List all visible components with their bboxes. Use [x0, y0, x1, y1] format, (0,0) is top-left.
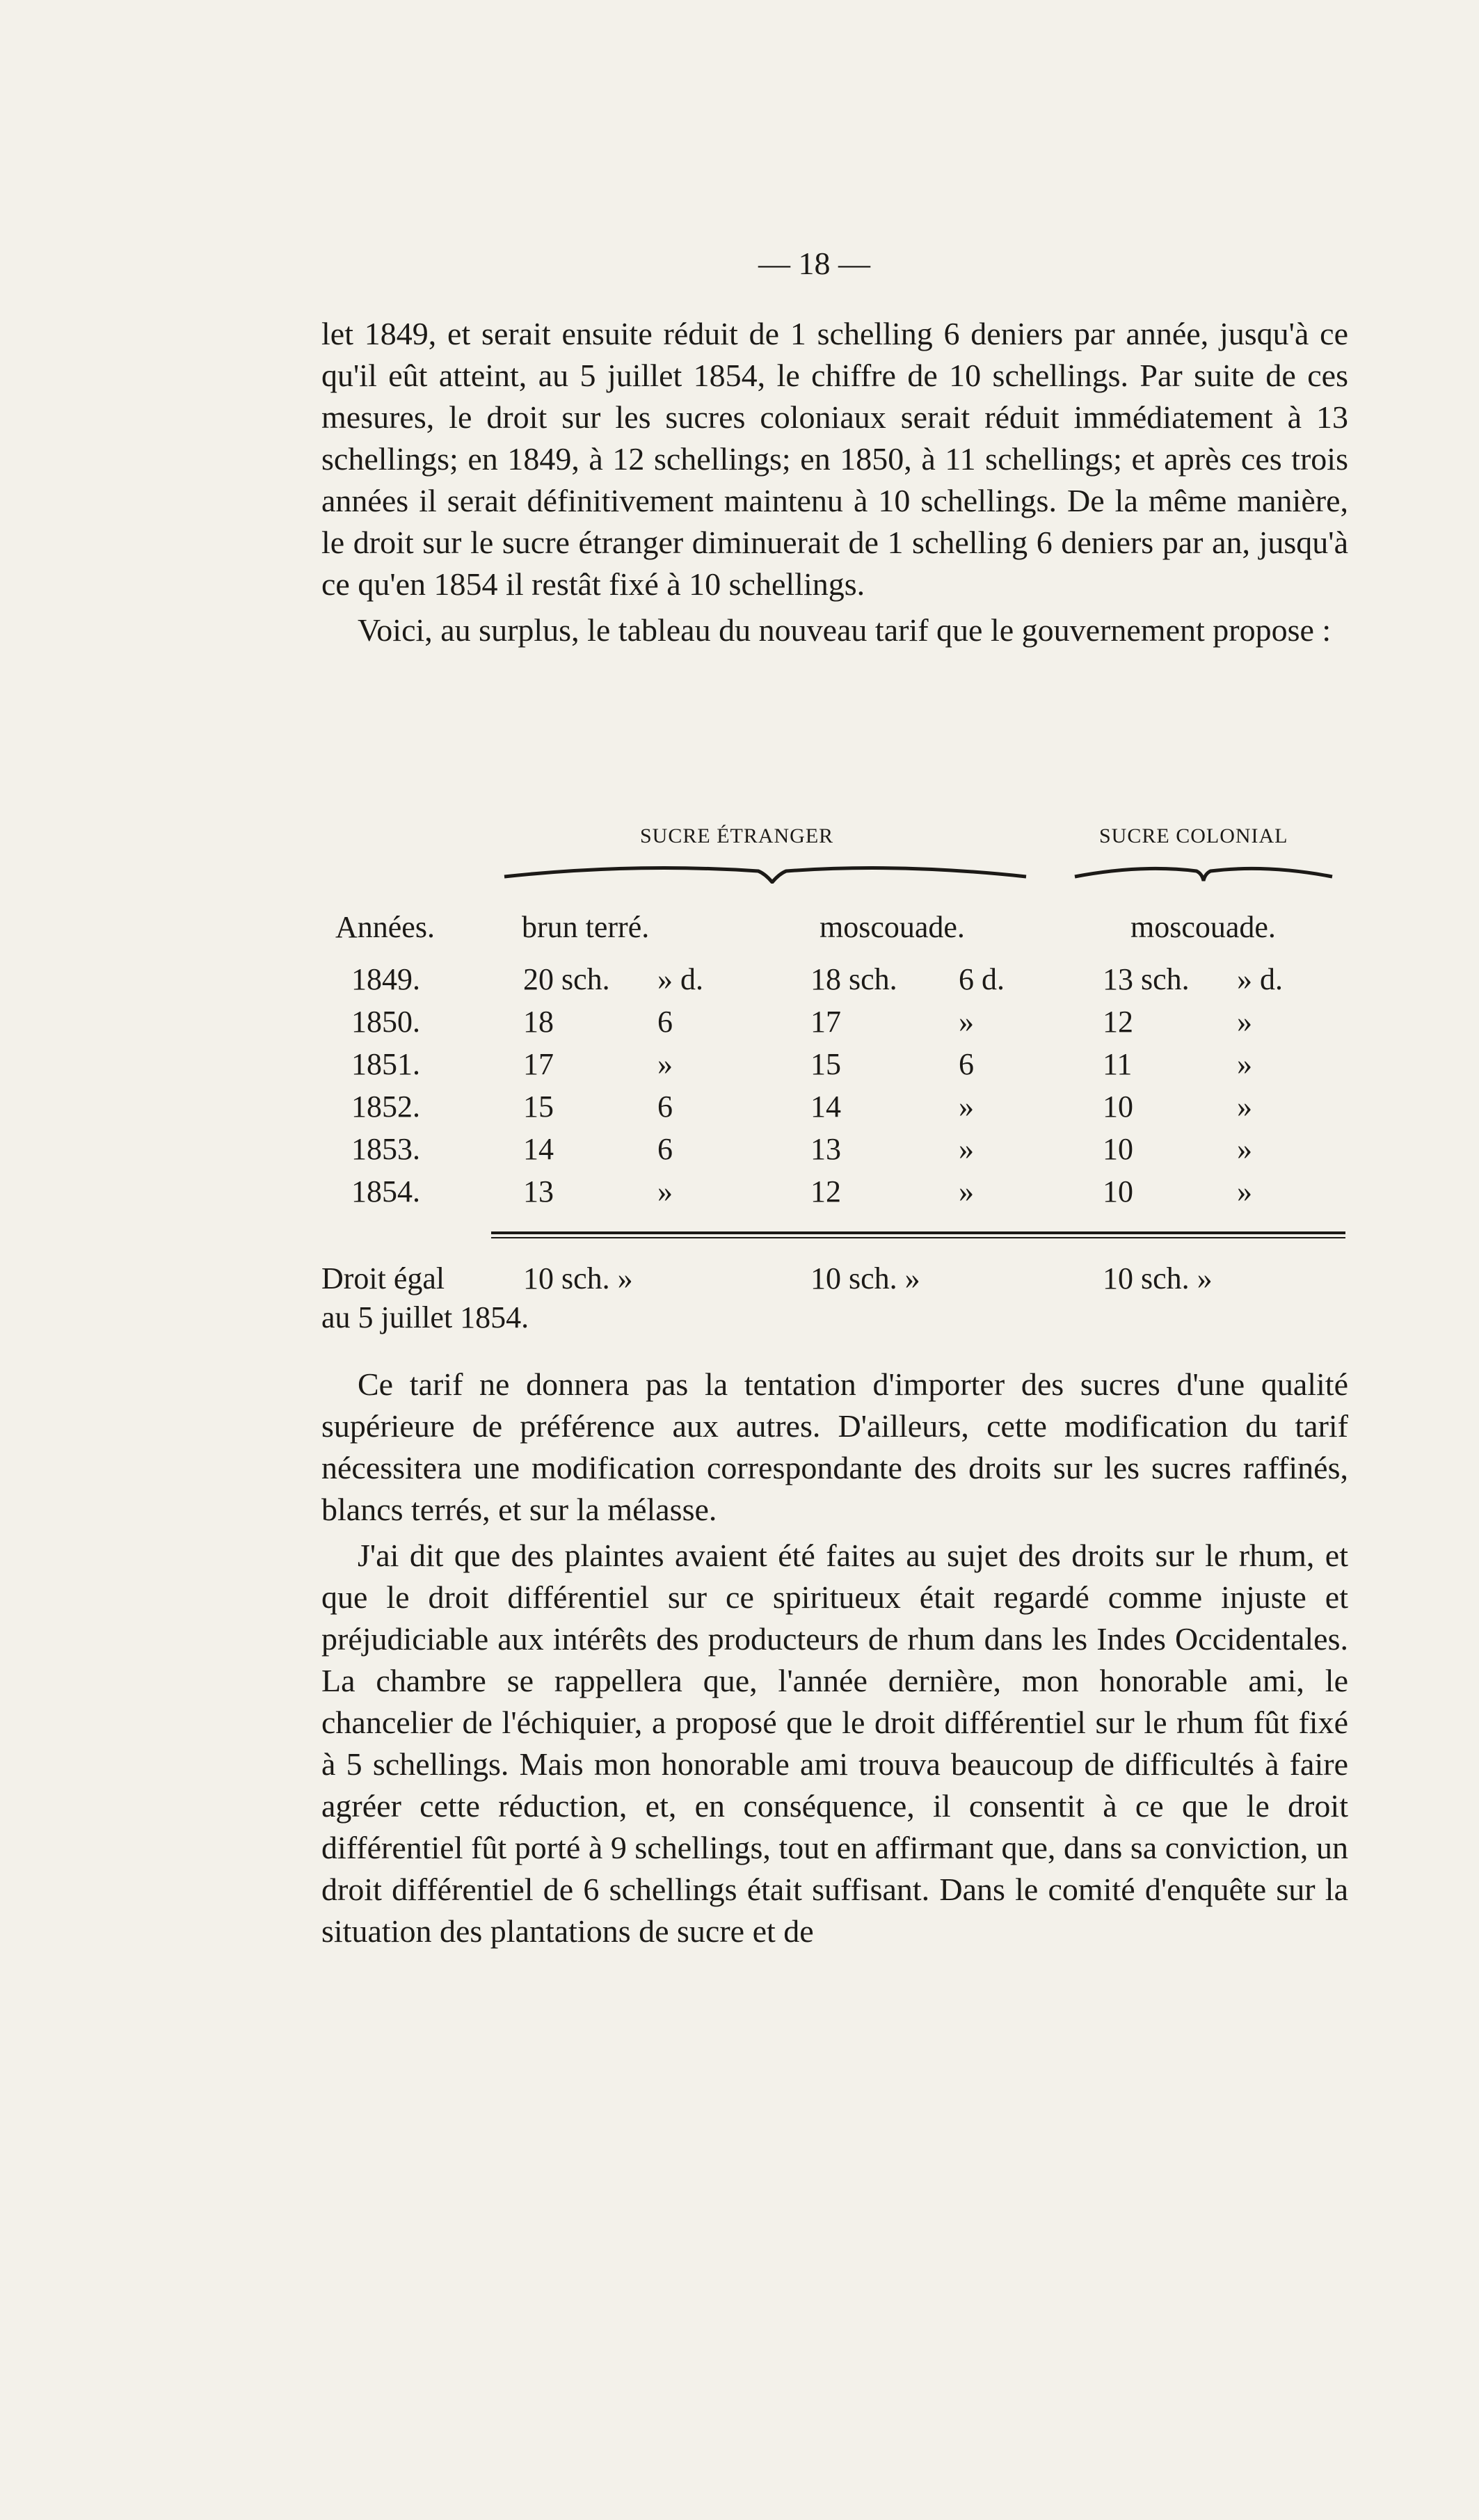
table-cell-mosc-d: » — [959, 1090, 974, 1124]
table-cell-col-d: » — [1237, 1174, 1252, 1209]
paragraph-tarif: Ce tarif ne donnera pas la tentation d'importer des sucres d'une qualité supérieure de préférence aux autres. D'ailleurs, cette modification du tarif nécessitera une modification correspondante des droits sur les sucres raffinés, blancs terrés, et sur la mélasse. — [321, 1366, 1348, 1527]
bottom-text-block — [321, 1364, 1348, 1952]
table-cell-col-sch: 12 — [1103, 1005, 1133, 1039]
page-number: — 18 — — [758, 246, 870, 281]
table-cell-year: 1854. — [351, 1174, 420, 1209]
table-cell-col-d: » — [1237, 1047, 1252, 1081]
table-cell-mosc-sch: 15 — [810, 1047, 841, 1081]
table-cell-col-sch: 11 — [1103, 1047, 1133, 1081]
table-cell-mosc-d: 6 — [959, 1047, 974, 1081]
table-cell-col-d: » — [1237, 1005, 1252, 1039]
group-header-foreign-sugar: SUCRE ÉTRANGER — [640, 824, 834, 847]
table-cell-mosc-sch: 18 sch. — [810, 962, 897, 996]
table-cell-mosc-d: » — [959, 1005, 974, 1039]
table-cell-brun-sch: 18 — [523, 1005, 554, 1039]
table-cell-brun-sch: 20 sch. — [523, 962, 610, 996]
table-cell-year: 1849. — [351, 962, 420, 996]
table-cell-year: 1851. — [351, 1047, 420, 1081]
paragraph-continuation: let 1849, et serait ensuite réduit de 1 schelling 6 deniers par année, jusqu'à ce qu'il eût atteint, au 5 juillet 1854, le chiffre de 10 schellings. Par suite de ces mesures, le droit sur les sucres coloniaux serait réduit immédiatement à 13 schellings; en 1849, à 12 schellings; en 1850, à 11 schellings; et après ces trois années il serait définitivement maintenu à 10 schellings. De la même manière, le droit sur le sucre étranger diminuerait de 1 schelling 6 deniers par an, jusqu'à ce qu'en 1854 il restât fixé à 10 schellings. — [321, 316, 1348, 602]
table-cell-col-d: » — [1237, 1090, 1252, 1124]
table-cell-year: 1850. — [351, 1005, 420, 1039]
table-cell-brun-sch: 14 — [523, 1132, 554, 1166]
table-cell-col-sch: 10 — [1103, 1090, 1133, 1124]
table-cell-brun-d: » d. — [657, 962, 703, 996]
table-cell-col-sch: 10 — [1103, 1174, 1133, 1209]
col-header-years: Années. — [335, 910, 435, 944]
total-label: Droit égal — [321, 1261, 445, 1295]
table-rule — [491, 1231, 1345, 1234]
table-cell-mosc-sch: 12 — [810, 1174, 841, 1209]
total-moscouade-colonial: 10 sch. » — [1103, 1261, 1213, 1295]
table-cell-brun-sch: 17 — [523, 1047, 554, 1081]
total-brun: 10 sch. » — [523, 1261, 633, 1295]
table-cell-mosc-sch: 14 — [810, 1090, 841, 1124]
table-cell-brun-d: 6 — [657, 1005, 673, 1039]
brace-foreign — [501, 856, 1030, 884]
table-cell-brun-d: » — [657, 1174, 673, 1209]
table-cell-brun-d: 6 — [657, 1132, 673, 1166]
group-header-colonial-sugar: SUCRE COLONIAL — [1099, 824, 1288, 847]
col-header-moscouade-foreign: moscouade. — [820, 910, 965, 944]
table-cell-mosc-sch: 13 — [810, 1132, 841, 1166]
brace-colonial — [1071, 856, 1336, 884]
top-text-block — [321, 313, 1348, 651]
col-header-moscouade-colonial: moscouade. — [1130, 910, 1276, 944]
paragraph-intro-table: Voici, au surplus, le tableau du nouveau tarif que le gouvernement propose : — [358, 612, 1332, 648]
col-header-brun-terre: brun terré. — [522, 910, 650, 944]
table-cell-mosc-sch: 17 — [810, 1005, 841, 1039]
table-cell-brun-sch: 13 — [523, 1174, 554, 1209]
table-cell-brun-d: 6 — [657, 1090, 673, 1124]
total-moscouade-foreign: 10 sch. » — [810, 1261, 920, 1295]
table-rule-thin — [491, 1237, 1345, 1238]
table-cell-col-d: » d. — [1237, 962, 1283, 996]
table-cell-year: 1853. — [351, 1132, 420, 1166]
table-cell-brun-sch: 15 — [523, 1090, 554, 1124]
table-cell-col-d: » — [1237, 1132, 1252, 1166]
table-cell-mosc-d: 6 d. — [959, 962, 1005, 996]
table-cell-brun-d: » — [657, 1047, 673, 1081]
table-cell-col-sch: 10 — [1103, 1132, 1133, 1166]
paragraph-rhum: J'ai dit que des plaintes avaient été faites au sujet des droits sur le rhum, et que le droit différentiel sur ce spiritueux était regardé comme injuste et préjudiciable aux intérêts des producteurs de rhum dans les Indes Occidentales. La chambre se rappellera que, l'année dernière, mon honorable ami, le chancelier de l'échiquier, a proposé que le droit différentiel sur le rhum fût fixé à 5 schellings. Mais mon honorable ami trouva beaucoup de difficultés à faire agréer cette réduction, et, en conséquence, il consentit à ce que le droit différentiel fût porté à 9 schellings, tout en affirmant que, dans sa conviction, un droit différentiel de 6 schellings était suffisant. Dans le comité d'enquête sur la situation des plantations de sucre et de — [321, 1538, 1348, 1949]
table-cell-mosc-d: » — [959, 1174, 974, 1209]
table-cell-mosc-d: » — [959, 1132, 974, 1166]
table-cell-year: 1852. — [351, 1090, 420, 1124]
table-cell-col-sch: 13 sch. — [1103, 962, 1190, 996]
total-label-date: au 5 juillet 1854. — [321, 1300, 529, 1334]
